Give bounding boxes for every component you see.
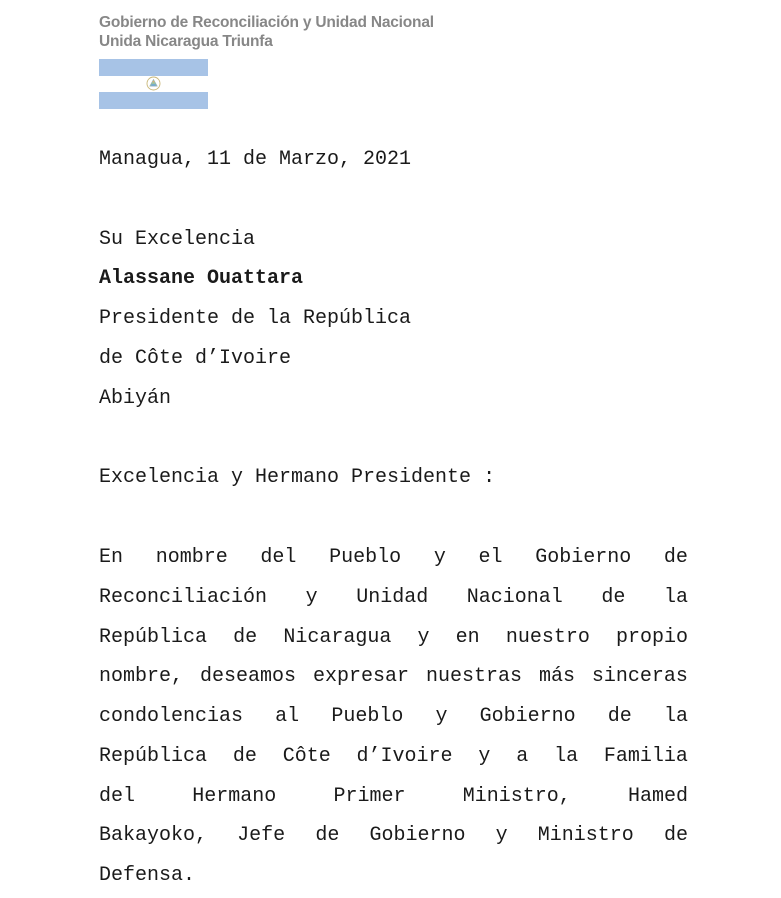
letterhead — [99, 13, 434, 51]
letterhead-slogan: Unida Nicaragua Triunfa — [99, 33, 273, 50]
recipient-city: Abiyán — [99, 387, 172, 410]
body-word: Gobierno — [535, 546, 632, 569]
body-line — [99, 578, 688, 618]
body-word: condolencias — [99, 705, 244, 728]
body-word: Unidad — [356, 585, 429, 609]
body-word: de — [663, 824, 688, 848]
body-word: sinceras — [591, 665, 688, 689]
body-word: de — [233, 625, 258, 649]
body-word: Nicaragua — [283, 625, 392, 649]
body-word: En — [99, 546, 124, 569]
body-word: Bakayoko, — [99, 824, 208, 848]
body-word: al — [275, 705, 300, 728]
body-word: Pueblo — [331, 705, 404, 728]
body-word: de — [232, 744, 257, 768]
recipient-position-line1: Presidente de la República — [99, 307, 412, 330]
body-word: de — [601, 585, 626, 609]
body-line — [99, 697, 688, 737]
recipient-name: Alassane Ouattara — [99, 267, 304, 290]
body-word: República — [99, 744, 208, 768]
body-word: deseamos — [199, 665, 296, 689]
body-word: Pueblo — [329, 546, 402, 569]
body-word: la — [663, 585, 688, 609]
body-word: y — [433, 546, 446, 569]
body-line — [99, 856, 688, 896]
body-word: en — [455, 625, 480, 649]
flag-bottom-band — [99, 92, 208, 109]
body-word: nombre — [155, 546, 228, 569]
body-word: la — [663, 705, 688, 728]
body-word: y — [305, 585, 318, 609]
body-word: Ministro — [537, 824, 634, 848]
body-word: el — [478, 546, 503, 569]
body-line — [99, 618, 688, 658]
body-line — [99, 777, 688, 817]
body-word: a — [516, 744, 529, 768]
body-word: Jefe — [237, 824, 286, 848]
letterhead-government-name: Gobierno de Reconciliación y Unidad Nacional — [99, 14, 434, 31]
body-word: de — [607, 705, 632, 728]
body-word: más — [538, 665, 575, 689]
body-line — [99, 816, 688, 856]
body-word: expresar — [312, 665, 409, 689]
body-word: y — [478, 744, 491, 768]
body-line — [99, 737, 688, 777]
body-word: República — [99, 625, 208, 649]
recipient-position-line2: de Côte d’Ivoire — [99, 347, 292, 370]
body-word: del — [260, 546, 297, 569]
body-word: nombre, — [99, 665, 184, 689]
letter-greeting: Excelencia y Hermano Presidente : — [99, 466, 496, 489]
body-word: Hamed — [627, 784, 688, 808]
nicaragua-flag-icon — [99, 59, 208, 109]
body-word: Gobierno — [369, 824, 466, 848]
body-word: y — [417, 625, 430, 649]
body-word: nuestras — [425, 665, 522, 689]
body-word: Gobierno — [479, 705, 576, 728]
body-word: Familia — [603, 744, 688, 768]
body-word: Primer — [333, 784, 406, 808]
body-word: Nacional — [466, 585, 563, 609]
body-word: Ministro, — [462, 784, 571, 808]
recipient-title: Su Excelencia — [99, 228, 256, 251]
body-line — [99, 657, 688, 697]
coat-of-arms-icon — [146, 76, 161, 91]
body-word: Reconciliación — [99, 585, 268, 609]
letter-date: Managua, 11 de Marzo, 2021 — [99, 148, 412, 171]
body-word: propio — [615, 625, 688, 649]
body-word: y — [495, 824, 508, 848]
body-line — [99, 538, 688, 578]
body-word: nuestro — [505, 625, 590, 649]
body-word: y — [435, 705, 448, 728]
body-word: Hermano — [192, 784, 277, 808]
body-word: d’Ivoire — [356, 744, 453, 768]
letter-body-paragraph — [99, 538, 688, 896]
body-word: la — [554, 744, 579, 768]
body-word: Côte — [282, 744, 331, 768]
body-word: del — [99, 784, 136, 808]
body-word: de — [663, 546, 688, 569]
flag-top-band — [99, 59, 208, 76]
body-word: Defensa. — [99, 864, 196, 887]
body-word: de — [315, 824, 340, 848]
